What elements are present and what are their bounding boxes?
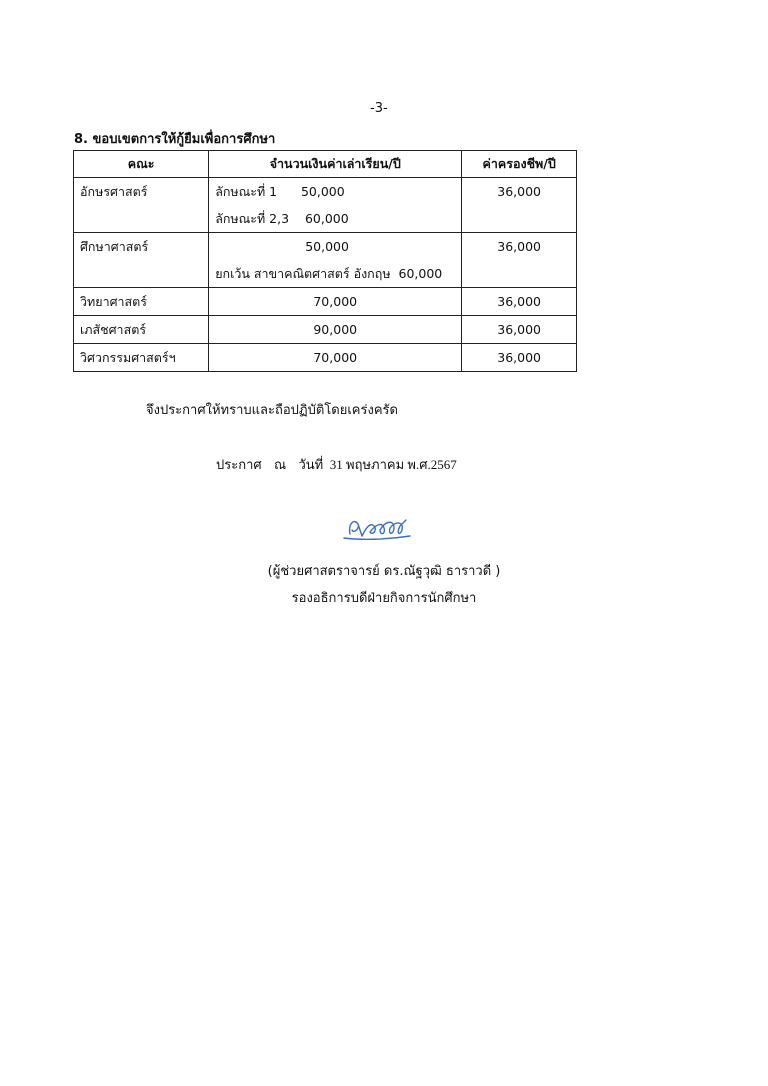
closing-statement: จึงประกาศให้ทราบและถือปฏิบัติโดยเคร่งครัด — [146, 403, 398, 418]
announce-label: ประกาศ ณ วันที่ — [216, 458, 324, 473]
announce-date: 31 พฤษภาคม พ.ศ.2567 — [329, 457, 457, 472]
faculty-cell: เภสัชศาสตร์ — [74, 316, 209, 344]
table-header-row — [74, 151, 577, 178]
table-row — [74, 233, 577, 288]
signer-position: รองอธิการบดีฝ่ายกิจการนักศึกษา — [291, 591, 477, 606]
table-row — [74, 288, 577, 316]
faculty-cell: วิทยาศาสตร์ — [74, 288, 209, 316]
tuition-cell: 90,000 — [209, 316, 462, 344]
tuition-cell: 70,000 — [209, 344, 462, 372]
table-row — [74, 178, 577, 233]
loan-table — [73, 150, 577, 372]
signature-image — [340, 510, 420, 544]
tuition-cell: ลักษณะที่ 1 50,000 ลักษณะที่ 2,3 60,000 — [209, 178, 462, 233]
tuition-cell: 50,000 ยกเว้น สาขาคณิตศาสตร์ อังกฤษ 60,000 — [209, 233, 462, 288]
faculty-cell: อักษรศาสตร์ — [74, 178, 209, 233]
tuition-cell: 70,000 — [209, 288, 462, 316]
header-faculty: คณะ — [74, 151, 209, 178]
living-cell: 36,000 — [462, 233, 577, 288]
header-tuition: จำนวนเงินค่าเล่าเรียน/ปี — [209, 151, 462, 178]
signer-name: (ผู้ช่วยศาสตราจารย์ ดร.ณัฐวุฒิ ธาราวดี ) — [267, 564, 501, 579]
table-row — [74, 344, 577, 372]
living-cell: 36,000 — [462, 344, 577, 372]
announcement-date-line — [216, 454, 457, 475]
living-cell: 36,000 — [462, 316, 577, 344]
faculty-cell: ศึกษาศาสตร์ — [74, 233, 209, 288]
table-row — [74, 316, 577, 344]
section-title: 8. ขอบเขตการให้กู้ยืมเพื่อการศึกษา — [74, 132, 276, 147]
living-cell: 36,000 — [462, 288, 577, 316]
faculty-cell: วิศวกรรมศาสตร์ฯ — [74, 344, 209, 372]
page-number: -3- — [370, 101, 388, 116]
living-cell: 36,000 — [462, 178, 577, 233]
header-living: ค่าครองชีพ/ปี — [462, 151, 577, 178]
